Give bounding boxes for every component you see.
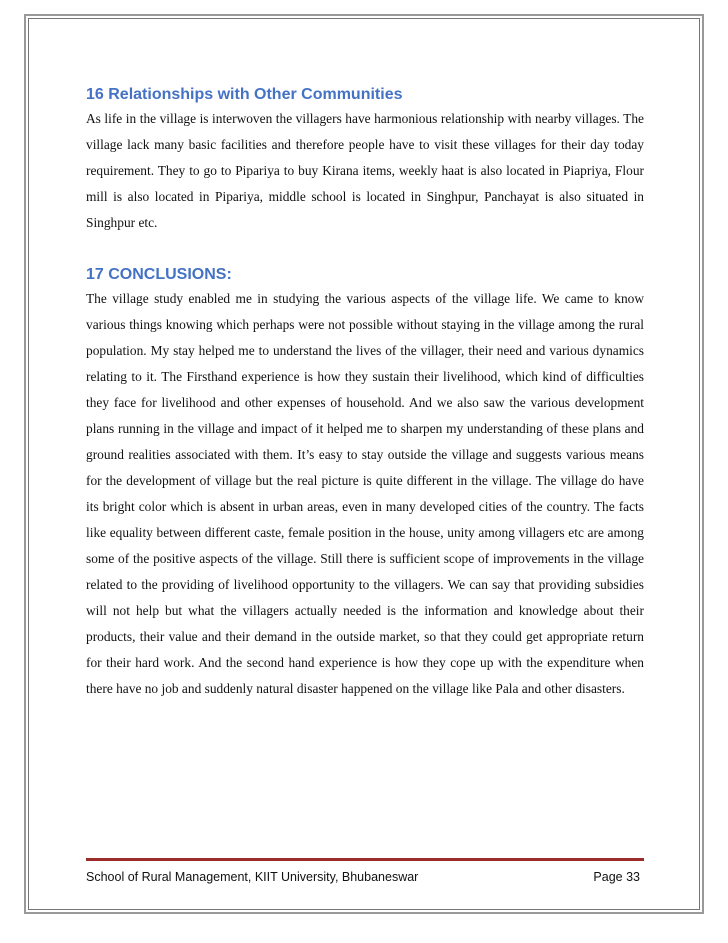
section-paragraph: As life in the village is interwoven the villagers have harmonious relationship with nearby villages. The village lack many basic facilities and therefore people have to visit these villages for their day today requirement. They to go to Pipariya to buy Kirana items, weekly haat is also located in Piapriya, Flour mill is also located in Pipariya, middle school is located in Singhpur, Panchayat is also situated in Singhpur etc. — [86, 111, 644, 230]
page-footer — [86, 858, 644, 884]
section-relationships — [86, 84, 644, 236]
section-heading: 16 Relationships with Other Communities — [86, 86, 403, 103]
footer-institution: School of Rural Management, KIIT University, Bhubaneswar — [86, 870, 419, 884]
page-number: Page 33 — [593, 870, 640, 884]
section-heading: 17 CONCLUSIONS: — [86, 266, 232, 283]
section-paragraph: The village study enabled me in studying the various aspects of the village life. We came to know various things knowing which perhaps were not possible without staying in the village among the rural population. My stay helped me to understand the lives of the villager, their need and various dynamics relating to it. The Firsthand experience is how they sustain their livelihood, which kind of difficulties they face for livelihood and other expenses of household. And we also saw the various development plans running in the village and impact of it helped me to sharpen my understanding of these plans and ground realities associated with them. It’s easy to stay outside the village and suggests various means for the development of village but the real picture is quite different in the village. The village do have its bright color which is absent in urban areas, even in many developed cities of the country. The facts like equality between different caste, female position in the house, unity among villagers etc are among some of the positive aspects of the village. Still there is sufficient scope of improvements in the village related to the providing of livelihood opportunity to the villagers. We can say that providing subsidies will not help but what the villagers actually needed is the information and knowledge about their products, their value and their demand in the outside market, so that they could get appropriate return for their hard work. And the second hand experience is how they cope up with the expenditure when there have no job and suddenly natural disaster happened on the village like Pala and other disasters. — [86, 291, 644, 696]
page-content — [86, 84, 644, 702]
section-conclusions — [86, 264, 644, 702]
